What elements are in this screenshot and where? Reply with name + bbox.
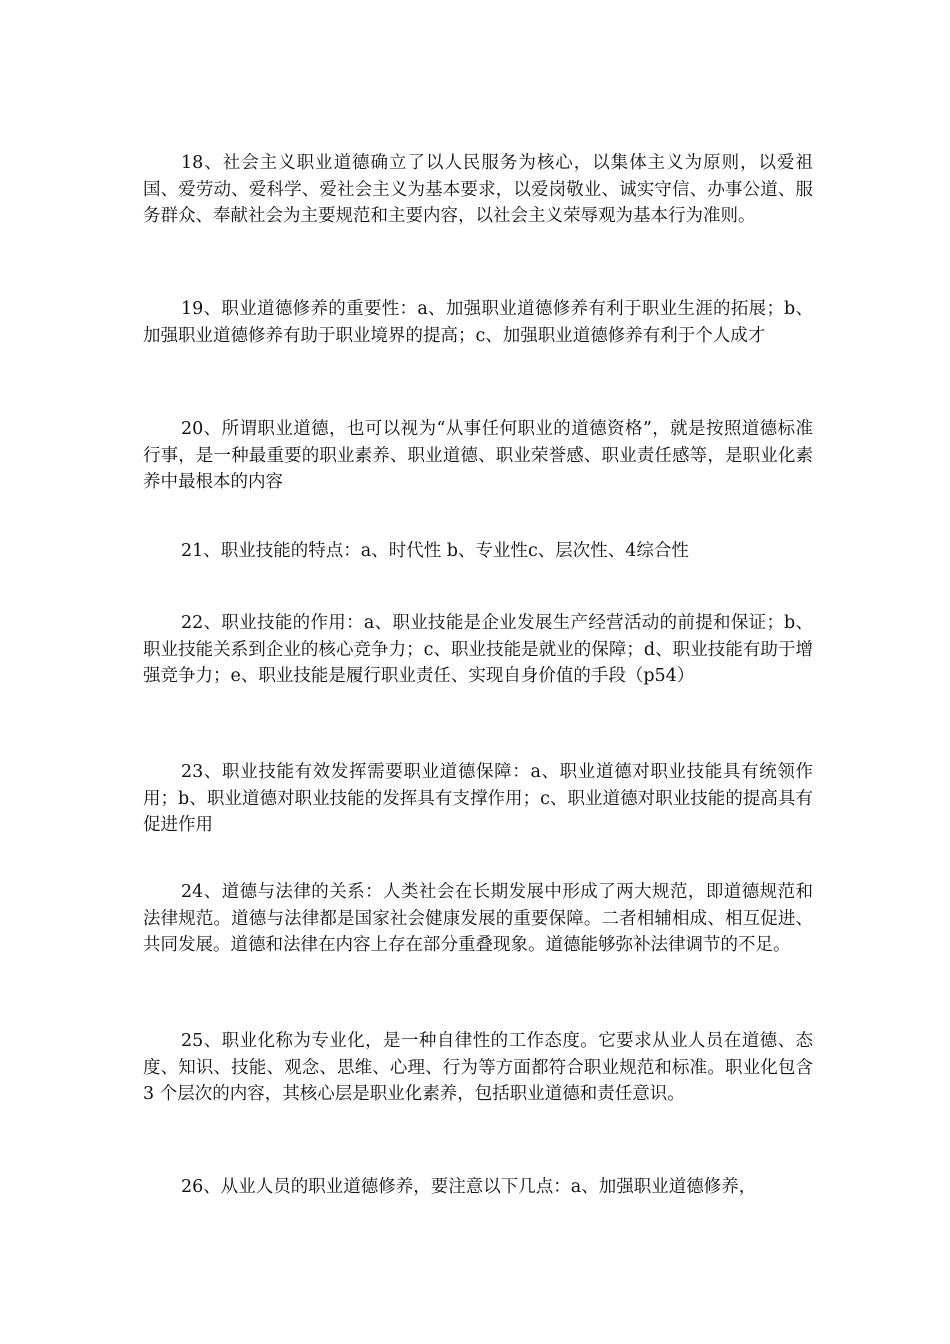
paragraph-24: 24、道德与法律的关系：人类社会在长期发展中形成了两大规范，即道德规范和法律规范。道德与法律都是国家社会健康发展的重要保障。二者相辅相成、相互促进、共同发展。道德和法律在内容上存在部分重叠现象。道德能够弥补法律调节的不足。 <box>143 882 813 955</box>
paragraph-22: 22、职业技能的作用：a、职业技能是企业发展生产经营活动的前提和保证；b、职业技能关系到企业的核心竞争力；c、职业技能是就业的保障；d、职业技能有助于增强竞争力；e、职业技能是履行职业责任、实现自身价值的手段（p54） <box>143 613 813 686</box>
paragraph-18: 18、社会主义职业道德确立了以人民服务为核心，以集体主义为原则，以爱祖国、爱劳动、爱科学、爱社会主义为基本要求，以爱岗敬业、诚实守信、办事公道、服务群众、奉献社会为主要规范和主要内容，以社会主义荣辱观为基本行为准则。 <box>143 153 813 226</box>
paragraph-25: 25、职业化称为专业化，是一种自律性的工作态度。它要求从业人员在道德、态度、知识、技能、观念、思维、心理、行为等方面都符合职业规范和标准。职业化包含 3 个层次的内容，其核心层是职业化素养，包括职业道德和责任意识。 <box>143 1031 813 1104</box>
paragraph-21: 21、职业技能的特点：a、时代性 b、专业性c、层次性、4综合性 <box>181 541 689 561</box>
paragraph-26: 26、从业人员的职业道德修养，要注意以下几点：a、加强职业道德修养， <box>181 1177 757 1197</box>
paragraph-19: 19、职业道德修养的重要性：a、加强职业道德修养有利于职业生涯的拓展；b、加强职业道德修养有助于职业境界的提高；c、加强职业道德修养有利于个人成才 <box>143 299 813 346</box>
paragraph-23: 23、职业技能有效发挥需要职业道德保障：a、职业道德对职业技能具有统领作用；b、职业道德对职业技能的发挥具有支撑作用；c、职业道德对职业技能的提高具有促进作用 <box>143 762 813 835</box>
paragraph-20: 20、所谓职业道德，也可以视为“从事任何职业的道德资格”，就是按照道德标准行事，是一种最重要的职业素养、职业道德、职业荣誉感、职业责任感等，是职业化素养中最根本的内容 <box>143 419 813 492</box>
